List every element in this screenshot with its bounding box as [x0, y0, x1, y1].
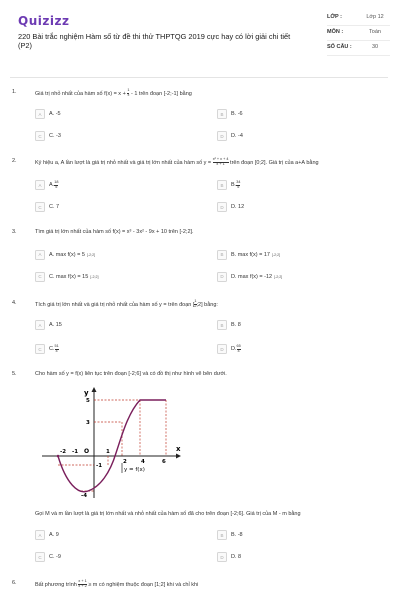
- function-curve: [58, 400, 166, 492]
- fraction-numerator: 18: [54, 179, 59, 184]
- option-label: D. max f(x) = -12: [231, 273, 273, 280]
- tick-x-minus-2: -2: [60, 449, 67, 455]
- option-label: B. -6: [231, 111, 243, 117]
- meta-panel: [327, 14, 390, 59]
- option-label: D. 8: [231, 554, 242, 560]
- tick-x-6: 6: [162, 459, 166, 465]
- tick-y-minus-1: -1: [96, 463, 103, 469]
- option-subscript: [-2;2]: [271, 252, 281, 257]
- option-label: A. 15: [49, 322, 62, 328]
- question-text-part: ;2] bằng:: [196, 301, 218, 308]
- option-key: C: [35, 131, 45, 141]
- fraction-numerator: x² + x + 4: [212, 157, 229, 161]
- option-label: B. max f(x) = 17: [231, 251, 270, 258]
- option-label: B. -8: [231, 532, 243, 538]
- question-text-part: Giá trị nhỏ nhất của hàm số f(x) = x +: [35, 90, 128, 97]
- fraction-denominator: x: [127, 92, 130, 97]
- question-number: 6.: [12, 580, 17, 586]
- option-key: D: [217, 131, 227, 141]
- option-key: A: [35, 109, 45, 119]
- option-key: A: [35, 530, 45, 540]
- meta-row-grade: [327, 14, 390, 26]
- fraction: [78, 580, 86, 589]
- tick-x-4: 4: [141, 459, 145, 465]
- meta-value: Lớp 12: [366, 14, 384, 20]
- question-text-part: Tích giá trị lớn nhất và giá trị nhỏ nhất của hàm số y =: [35, 301, 169, 308]
- option-label: A. 9: [49, 532, 59, 538]
- fraction-numerator: 1: [127, 88, 130, 92]
- option-b[interactable]: [217, 180, 240, 190]
- question-text: [35, 580, 385, 589]
- option-b[interactable]: [217, 530, 243, 540]
- question-number: 1.: [12, 89, 17, 95]
- option-a[interactable]: [35, 320, 62, 330]
- option-key: D: [217, 272, 227, 282]
- option-label: D. 12: [231, 204, 245, 210]
- option-key: C: [35, 272, 45, 282]
- option-d[interactable]: [217, 344, 241, 354]
- option-key: D: [217, 552, 227, 562]
- option-key: D: [217, 202, 227, 212]
- fraction: [55, 345, 59, 354]
- meta-key: MÔN :: [327, 29, 344, 35]
- option-key: B: [217, 320, 227, 330]
- option-key: B: [217, 250, 227, 260]
- option-label: A. max f(x) = 5: [49, 251, 85, 258]
- option-a[interactable]: [35, 180, 58, 190]
- tick-x-minus-1: -1: [72, 449, 79, 455]
- fraction: [237, 345, 241, 354]
- quizizz-logo: Quizizz: [18, 14, 70, 28]
- option-key: A: [35, 320, 45, 330]
- fraction-denominator: x + 2: [78, 583, 87, 588]
- question-number: 4.: [12, 300, 17, 306]
- fraction-numerator: 51: [54, 343, 59, 348]
- question-text-part: Ký hiệu a, A lần lượt là giá trị nhỏ nhất và giá trị lớn nhất của hàm số y =: [35, 159, 213, 166]
- question-text-part: - 1 trên đoạn [-2;-1] bằng: [129, 90, 192, 97]
- option-key: B: [217, 180, 227, 190]
- curve-label: y = f(x): [124, 467, 145, 473]
- meta-key: SỐ CÂU :: [327, 44, 352, 50]
- fraction-denominator: 5: [237, 184, 240, 189]
- option-d[interactable]: [217, 270, 282, 283]
- fraction-denominator: 5: [55, 184, 58, 189]
- meta-row-subject: [327, 29, 390, 41]
- option-c[interactable]: [35, 270, 98, 283]
- origin-label: O: [84, 448, 90, 455]
- question-text: [35, 89, 385, 98]
- meta-key: LỚP :: [327, 14, 342, 20]
- option-c[interactable]: [35, 202, 59, 212]
- x-axis-label: x: [176, 445, 181, 453]
- fraction: [213, 158, 229, 167]
- question-number: 3.: [12, 229, 17, 235]
- fraction-numerator: 34: [236, 179, 241, 184]
- option-label: A. -5: [49, 111, 61, 117]
- option-a[interactable]: [35, 109, 61, 119]
- option-d[interactable]: [217, 131, 243, 141]
- question-number: 2.: [12, 158, 17, 164]
- fraction: [236, 181, 240, 190]
- option-d[interactable]: [217, 202, 244, 212]
- fraction-numerator: 1: [194, 299, 197, 303]
- option-label: C. -9: [49, 554, 61, 560]
- option-key: A: [35, 180, 45, 190]
- option-c[interactable]: [35, 131, 61, 141]
- option-d[interactable]: [217, 552, 241, 562]
- option-b[interactable]: [217, 320, 241, 330]
- option-key: C: [35, 202, 45, 212]
- fraction-denominator: x + 1: [216, 161, 225, 166]
- function-graph: [36, 383, 186, 503]
- option-c[interactable]: [35, 344, 59, 354]
- option-key: C: [35, 552, 45, 562]
- option-c[interactable]: [35, 552, 61, 562]
- question-text-part: trên đoạn [: [168, 301, 195, 308]
- fraction-numerator: 65: [236, 343, 241, 348]
- option-label: C. max f(x) = 15: [49, 273, 89, 280]
- meta-row-count: [327, 44, 390, 56]
- option-label: B.: [231, 182, 237, 188]
- question-text-part: Bất phương trình: [35, 581, 79, 588]
- option-key: D: [217, 344, 227, 354]
- option-subscript: [-2;2]: [86, 252, 96, 257]
- fraction-denominator: 2: [194, 303, 197, 308]
- option-b[interactable]: [217, 248, 280, 261]
- option-a[interactable]: [35, 530, 59, 540]
- meta-value: Toán: [369, 29, 381, 35]
- x-axis-arrow: [176, 454, 181, 459]
- question-text: Gọi M và m lần lượt là giá trị lớn nhất và nhỏ nhất của hàm số đã cho trên đoạn [-2;6]. Giá trị của M - m bằng: [35, 511, 301, 517]
- question-text-part: trên đoạn [0;2]. Giá trị của a+A bằng: [228, 159, 319, 166]
- option-a[interactable]: [35, 248, 95, 261]
- page-title: 220 Bài trắc nghiệm Hàm số từ đề thi thử THPTQG 2019 cực hay có lời giải chi tiết (P2): [18, 32, 291, 50]
- fraction-denominator: 4: [237, 348, 240, 353]
- option-label: B. 8: [231, 322, 241, 328]
- question-text: Cho hàm số y = f(x) liên tục trên đoạn [-2;6] và có đồ thị như hình vẽ bên dưới.: [35, 371, 227, 377]
- option-subscript: [-2;2]: [274, 274, 283, 279]
- question-number: 5.: [12, 371, 17, 377]
- option-key: A: [35, 250, 45, 260]
- tick-y-5: 5: [86, 398, 90, 404]
- option-subscript: [-2;2]: [90, 274, 99, 279]
- fraction-numerator: x + 1: [78, 579, 87, 583]
- tick-y-3: 3: [86, 420, 90, 426]
- question-text: [35, 158, 385, 167]
- meta-value: 30: [371, 44, 379, 50]
- header-divider: [10, 77, 388, 78]
- tick-x-2: 2: [123, 459, 127, 465]
- question-text: [35, 300, 385, 309]
- tick-x-1: 1: [106, 449, 110, 455]
- option-label: C.: [49, 346, 55, 352]
- option-label: C. -3: [49, 133, 61, 139]
- question-text-part: ≥ m có nghiệm thuộc đoạn [1;2] khi và chỉ khi: [86, 581, 199, 588]
- option-label: D.: [231, 346, 237, 352]
- option-label: D. -4: [231, 133, 243, 139]
- option-label: A.: [49, 182, 55, 188]
- option-key: B: [217, 109, 227, 119]
- fraction-denominator: 4: [55, 348, 58, 353]
- y-axis-arrow: [92, 387, 97, 392]
- option-b[interactable]: [217, 109, 243, 119]
- tick-y-minus-4: -4: [81, 493, 88, 499]
- fraction: [54, 181, 58, 190]
- option-label: C. 7: [49, 204, 60, 210]
- question-text: Tìm giá trị lớn nhất của hàm số f(x) = x³ - 3x² - 9x + 10 trên [-2;2].: [35, 229, 194, 235]
- option-key: B: [217, 530, 227, 540]
- curve-endpoint: [57, 455, 60, 458]
- y-axis-label: y: [84, 389, 89, 397]
- option-key: C: [35, 344, 45, 354]
